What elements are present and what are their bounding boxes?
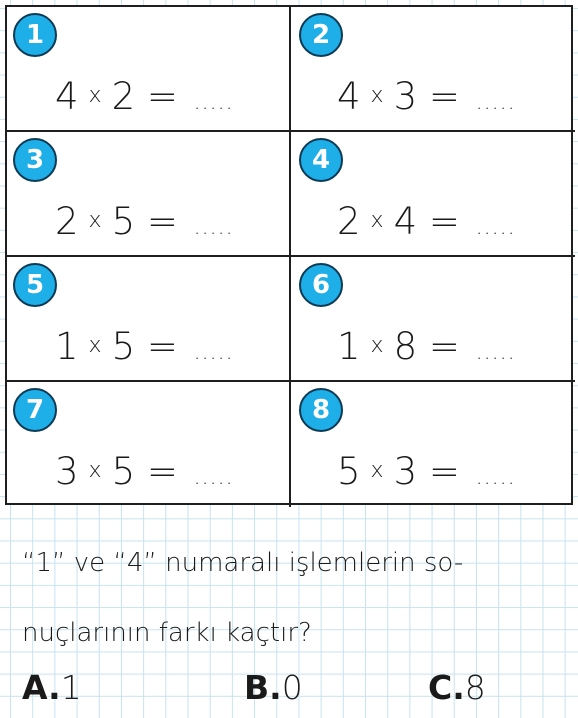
answer-blank[interactable]: ..... xyxy=(193,340,234,365)
times-sign: x xyxy=(370,208,384,233)
question-line-2: nuçlarının farkı kaçtır? xyxy=(22,618,312,648)
equals-sign: = xyxy=(428,325,460,368)
exercise-cell-6 xyxy=(291,257,575,382)
operand-a: 5 xyxy=(337,450,361,493)
exercise-cell-4 xyxy=(291,132,575,257)
badge-number: 7 xyxy=(25,395,45,425)
option-value: 8 xyxy=(464,668,486,707)
operand-a: 1 xyxy=(337,325,361,368)
badge-number: 4 xyxy=(311,145,331,175)
operand-b: 5 xyxy=(111,200,136,243)
times-sign: x xyxy=(88,208,102,233)
operand-a: 4 xyxy=(337,75,361,118)
number-badge xyxy=(13,13,57,57)
expression xyxy=(55,75,234,118)
equals-sign: = xyxy=(428,200,460,243)
operand-a: 4 xyxy=(55,75,79,118)
answer-blank[interactable]: ..... xyxy=(193,90,234,115)
operand-a: 1 xyxy=(55,325,79,368)
question-text xyxy=(22,528,562,668)
equals-sign: = xyxy=(428,450,460,493)
exercise-cell-5 xyxy=(7,257,291,382)
operand-b: 5 xyxy=(111,450,136,493)
expression xyxy=(337,200,516,243)
times-sign: x xyxy=(370,333,384,358)
answer-blank[interactable]: ..... xyxy=(475,465,516,490)
times-sign: x xyxy=(88,333,102,358)
operand-b: 8 xyxy=(393,325,418,368)
times-sign: x xyxy=(88,83,102,108)
times-sign: x xyxy=(88,458,102,483)
badge-number: 8 xyxy=(311,395,331,425)
answer-blank[interactable]: ..... xyxy=(475,340,516,365)
option-letter: A. xyxy=(22,668,61,707)
option-c[interactable] xyxy=(428,668,486,707)
badge-number: 1 xyxy=(25,20,45,50)
multiplication-table xyxy=(5,5,573,505)
equals-sign: = xyxy=(146,200,178,243)
equals-sign: = xyxy=(146,450,178,493)
number-badge xyxy=(299,388,343,432)
equals-sign: = xyxy=(146,325,178,368)
equals-sign: = xyxy=(146,75,178,118)
number-badge xyxy=(299,263,343,307)
badge-number: 3 xyxy=(25,145,45,175)
number-badge xyxy=(13,138,57,182)
question-line-1: “1” ve “4” numaralı işlemlerin so- xyxy=(22,548,464,578)
expression xyxy=(337,450,516,493)
option-value: 1 xyxy=(60,668,82,707)
option-a[interactable] xyxy=(22,668,82,707)
operand-b: 3 xyxy=(393,75,418,118)
exercise-cell-3 xyxy=(7,132,291,257)
expression xyxy=(55,200,234,243)
number-badge xyxy=(13,263,57,307)
exercise-cell-7 xyxy=(7,382,291,507)
operand-b: 3 xyxy=(393,450,418,493)
option-letter: C. xyxy=(428,668,465,707)
answer-options xyxy=(22,668,572,712)
badge-number: 2 xyxy=(311,20,331,50)
badge-number: 6 xyxy=(311,270,331,300)
operand-a: 2 xyxy=(337,200,361,243)
operand-b: 4 xyxy=(393,200,418,243)
number-badge xyxy=(299,13,343,57)
expression xyxy=(337,75,516,118)
answer-blank[interactable]: ..... xyxy=(475,215,516,240)
operand-a: 3 xyxy=(55,450,79,493)
option-letter: B. xyxy=(244,668,282,707)
operand-b: 2 xyxy=(111,75,136,118)
expression xyxy=(337,325,516,368)
answer-blank[interactable]: ..... xyxy=(475,90,516,115)
operand-b: 5 xyxy=(111,325,136,368)
badge-number: 5 xyxy=(25,270,45,300)
number-badge xyxy=(13,388,57,432)
expression xyxy=(55,450,234,493)
number-badge xyxy=(299,138,343,182)
answer-blank[interactable]: ..... xyxy=(193,465,234,490)
operand-a: 2 xyxy=(55,200,79,243)
exercise-cell-1 xyxy=(7,7,291,132)
exercise-cell-8 xyxy=(291,382,575,507)
answer-blank[interactable]: ..... xyxy=(193,215,234,240)
equals-sign: = xyxy=(428,75,460,118)
option-b[interactable] xyxy=(244,668,303,707)
option-value: 0 xyxy=(281,668,303,707)
exercise-cell-2 xyxy=(291,7,575,132)
times-sign: x xyxy=(370,83,384,108)
expression xyxy=(55,325,234,368)
times-sign: x xyxy=(370,458,384,483)
